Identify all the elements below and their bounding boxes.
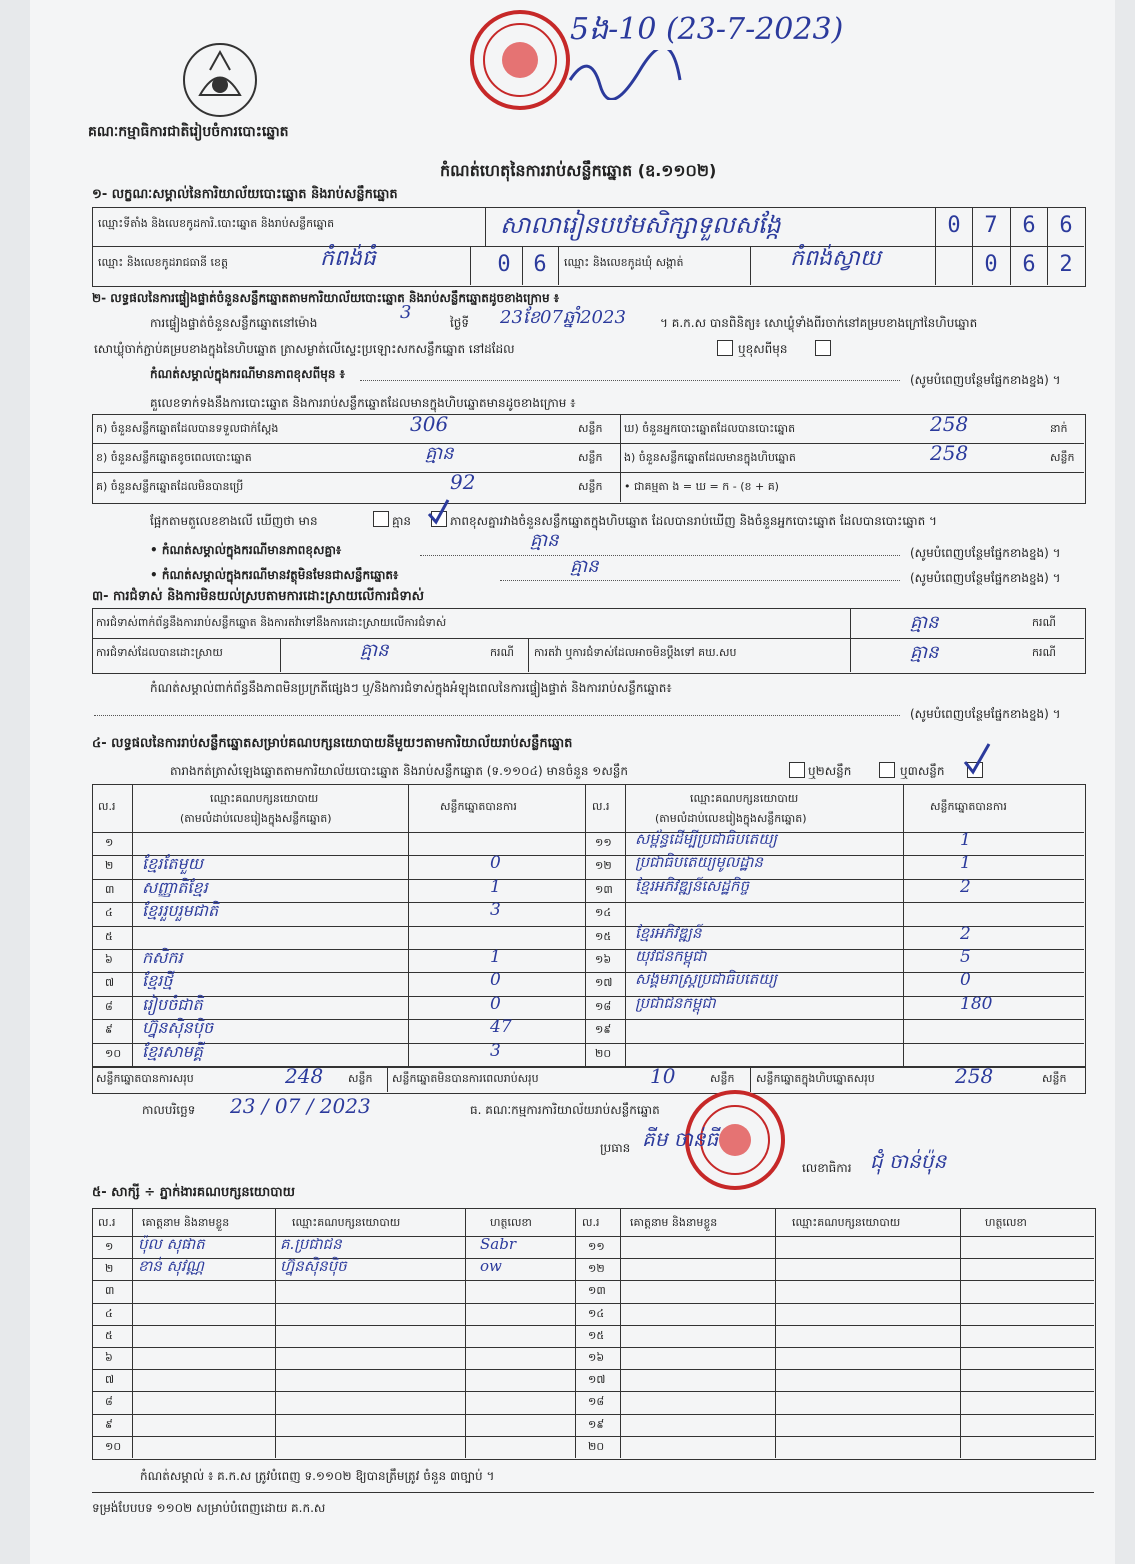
signing-date: 23 / 07 / 2023 bbox=[230, 1094, 371, 1118]
received-ballots-value: 306 bbox=[410, 412, 449, 436]
vote-count: 1 bbox=[960, 853, 971, 874]
col-party-header: ឈ្មោះគណបក្សនយោបាយ bbox=[690, 792, 799, 805]
row-number: ១០ bbox=[105, 1046, 122, 1060]
unused-ballots-value: 92 bbox=[450, 470, 476, 494]
col-no-header: ល.រ bbox=[98, 1216, 116, 1229]
committee-label: ធ. គណៈកម្មការការិយាល័យរាប់សន្លឹកឆ្នោត bbox=[470, 1103, 660, 1117]
row-number: ១១ bbox=[595, 836, 612, 849]
row-number: ១៣ bbox=[588, 1284, 606, 1298]
vote-count: 2 bbox=[960, 923, 971, 944]
party-name: ខ្មែរអភិវឌ្ឍន៍សេដ្ឋកិច្ច bbox=[635, 876, 749, 895]
no-discrepancy-label: គ្មាន bbox=[392, 514, 412, 528]
col-party-header: ឈ្មោះគណបក្សនយោបាយ bbox=[292, 1216, 401, 1229]
form-footer: ទម្រង់បែបបទ ១១០២ សម្រាប់បំពេញដោយ គ.ក.ស bbox=[92, 1501, 326, 1515]
row-number: ៣ bbox=[105, 882, 115, 896]
location-value: សាលារៀនបឋមសិក្សាទួលសង្កែ bbox=[500, 211, 781, 239]
secretary-label: លេខាធិការ bbox=[802, 1161, 852, 1175]
location-code-digit: 6 bbox=[1022, 213, 1036, 238]
has-discrepancy-checkbox[interactable] bbox=[373, 511, 389, 527]
official-stamp-icon bbox=[470, 0, 570, 130]
province-code-digit: 6 bbox=[533, 252, 547, 277]
witness-party: គ.ប្រជាជន bbox=[280, 1235, 342, 1253]
form-title: កំណត់ហេតុនៃការរាប់សន្លឹកឆ្នោត (ឧ.១១០២) bbox=[440, 161, 717, 180]
party-name: យុវជនកម្ពុជា bbox=[635, 947, 707, 965]
row-divider bbox=[92, 1325, 1094, 1326]
row-divider bbox=[92, 879, 1084, 880]
row-number: ៨ bbox=[105, 999, 113, 1013]
objections-label: ការជំទាស់ពាក់ព័ន្ធនឹងការរាប់សន្លឹកឆ្នោត និងការតវ៉ាទៅនឹងការដោះស្រាយលើការជំទាស់ bbox=[96, 616, 447, 629]
witness-signature: ow bbox=[480, 1257, 502, 1276]
party-name: ខ្មែរសាមគ្គី bbox=[142, 1041, 203, 1061]
row-divider bbox=[92, 1436, 1094, 1437]
verify-hour: 3 bbox=[400, 302, 412, 323]
one-sheet-checkbox[interactable] bbox=[789, 762, 805, 778]
voters-label: ឃ) ចំនួនអ្នកបោះឆ្នោតដែលបានបោះឆ្នោត bbox=[624, 422, 796, 435]
received-ballots-label: ក) ចំនួនសន្លឹកឆ្នោតដែលបានទទួលជាក់ស្តែង bbox=[96, 422, 279, 435]
date-label: កាលបរិច្ឆេទ bbox=[142, 1103, 196, 1117]
vote-count: 1 bbox=[490, 876, 501, 897]
witness-signature: Sabr bbox=[480, 1235, 516, 1253]
row-divider bbox=[92, 949, 1084, 950]
province-label: ឈ្មោះ និងលេខកូដរាជធានី ខេត្ត bbox=[98, 256, 228, 269]
nec-emblem-icon bbox=[180, 40, 260, 120]
unit: សន្លឹក bbox=[578, 480, 603, 493]
fill-hint: (សូមបំពេញបន្ថែមផ្នែកខាងខ្នង) ។ bbox=[910, 707, 1061, 721]
changed-checkbox[interactable] bbox=[815, 340, 831, 356]
row-number: ១៧ bbox=[588, 1373, 606, 1387]
commune-code-digit: 2 bbox=[1059, 252, 1073, 277]
figures-intro: គួលេខទាក់ទងនឹងការបោះឆ្នោត និងការរាប់សន្លឹកឆ្នោតដែលមានក្នុងហិបឆ្នោតមានដូចខាងក្រោម ៖ bbox=[150, 396, 576, 410]
unit: សន្លឹក bbox=[348, 1072, 373, 1085]
col-sign-header: ហត្ថលេខា bbox=[490, 1216, 532, 1229]
verify-day-label: ថ្ងៃទី bbox=[450, 316, 470, 330]
vote-count: 1 bbox=[960, 830, 971, 850]
vote-count: 3 bbox=[490, 1040, 501, 1061]
row-number: ២ bbox=[105, 1262, 114, 1276]
total-box-label: សន្លឹកឆ្នោតក្នុងហិបឆ្នោតសរុប bbox=[756, 1072, 875, 1085]
total-valid-label: សន្លឹកឆ្នោតបានការសរុប bbox=[96, 1072, 194, 1085]
chair-name: គីម ចាន់ធី bbox=[642, 1127, 719, 1151]
row-divider bbox=[92, 1303, 1094, 1304]
row-number: ១ bbox=[105, 836, 114, 849]
location-code-digit: 0 bbox=[947, 213, 961, 238]
commune-value: កំពង់ស្វាយ bbox=[790, 246, 881, 271]
row-number: ៥ bbox=[105, 929, 113, 943]
fill-hint: (សូមបំពេញបន្ថែមផ្នែកខាងខ្នង) ។ bbox=[910, 571, 1061, 585]
row-number: ៤ bbox=[105, 1306, 113, 1320]
party-name: ខ្មែរថ្មី bbox=[142, 971, 173, 991]
row-number: ១៨ bbox=[595, 999, 612, 1013]
row-number: ១ bbox=[105, 1240, 114, 1253]
party-name: រៀបចំជាតិ bbox=[142, 994, 203, 1014]
total-valid-value: 248 bbox=[285, 1064, 324, 1088]
ballots-in-box-label: ង) ចំនួនសន្លឹកឆ្នោតដែលមានក្នុងហិបឆ្នោត bbox=[624, 451, 796, 464]
discrepancy-text: ភាពខុសគ្នារវាងចំនួនសន្លឹកឆ្នោតក្នុងហិបឆ្នោត ដែលបានរាប់ឃើញ និងចំនួនអ្នកបោះឆ្នោត ដែលបានបោះឆ្នោត ។ bbox=[450, 514, 937, 528]
same-checkbox[interactable] bbox=[717, 340, 733, 356]
commune-code-digit: 0 bbox=[984, 252, 998, 277]
row-divider bbox=[92, 996, 1084, 997]
row-number: ៨ bbox=[105, 1395, 113, 1409]
tally-sheets-label: តារាងកត់ត្រាសំឡេងឆ្នោតតាមការិយាល័យបោះឆ្នោត និងរាប់សន្លឹកឆ្នោត (ទ.១១០៤) មានចំនួន ១សន្លឹក bbox=[170, 764, 628, 778]
row-number: ៩ bbox=[105, 1417, 113, 1431]
row-number: ២០ bbox=[588, 1439, 605, 1453]
unit: ករណី bbox=[1032, 616, 1056, 629]
formula-note: • ជាគម្មតា ង = ឃ = ក - (ខ + គ) bbox=[624, 480, 779, 493]
vote-count: 47 bbox=[490, 1017, 512, 1038]
row-number: ៦ bbox=[105, 1351, 113, 1364]
row-number: ១៦ bbox=[588, 1351, 605, 1364]
unused-ballots-label: គ) ចំនួនសន្លឹកឆ្នោតដែលមិនបានប្រើ bbox=[96, 480, 244, 493]
row-divider bbox=[92, 1369, 1094, 1370]
unit: សន្លឹក bbox=[578, 451, 603, 464]
non-ballot-note-label: • កំណត់សម្គាល់ក្នុងករណីមានវត្ថុមិនមែនជាសន្លឹកឆ្នោត៖ bbox=[150, 568, 399, 582]
voters-value: 258 bbox=[930, 412, 969, 436]
province-code-digit: 0 bbox=[497, 252, 511, 277]
section2-heading: ២- លទ្ធផលនៃការផ្ទៀងផ្ទាត់ចំនួនសន្លឹកឆ្នោតតាមការិយាល័យបោះឆ្នោត និងរាប់សន្លឹកឆ្នោតដូចខាងក្រោម ៖ bbox=[92, 291, 560, 305]
row-number: ១៣ bbox=[595, 882, 613, 896]
objections-value: គ្មាន bbox=[910, 612, 939, 633]
unit: នាក់ bbox=[1050, 422, 1068, 435]
discrepancy-note-label: • កំណត់សម្គាល់ក្នុងករណីមានភាពខុសគ្នា៖ bbox=[150, 543, 342, 557]
row-number: ១៨ bbox=[588, 1395, 605, 1409]
location-code-digit: 6 bbox=[1059, 213, 1073, 238]
row-number: ៥ bbox=[105, 1328, 113, 1342]
three-sheets-label: ឬ៣សន្លឹក bbox=[900, 764, 945, 778]
col-party-subheader: (តាមលំដាប់លេខរៀងក្នុងសន្លឹកឆ្នោត) bbox=[655, 812, 807, 825]
party-name: សង្គមរាស្ត្រប្រជាធិបតេយ្យ bbox=[635, 970, 777, 989]
col-party-header: ឈ្មោះគណបក្សនយោបាយ bbox=[792, 1216, 901, 1229]
vote-count: 0 bbox=[490, 970, 501, 991]
row-number: ៧ bbox=[105, 1373, 115, 1387]
spoiled-ballots-label: ខ) ចំនួនសន្លឹកឆ្នោតខូចពេលបោះឆ្នោត bbox=[96, 451, 252, 464]
handwritten-reference: 5ង-10 (23-7-2023) bbox=[570, 12, 844, 47]
difference-note-label: កំណត់សម្គាល់ក្នុងករណីមានភាពខុសពីមុន ៖ bbox=[150, 367, 345, 381]
row-number: ៤ bbox=[105, 906, 113, 920]
row-number: ២០ bbox=[595, 1046, 612, 1060]
non-ballot-note-value: គ្មាន bbox=[570, 556, 599, 577]
row-number: ៦ bbox=[105, 953, 113, 966]
col-party-subheader: (តាមលំដាប់លេខរៀងក្នុងសន្លឹកឆ្នោត) bbox=[180, 812, 332, 825]
party-name: ខ្មែររួបរួមជាតិ bbox=[142, 901, 219, 921]
party-name: ហ្វ៊ុនស៊ិនប៉ិច bbox=[142, 1018, 214, 1038]
footnote: កំណត់សម្គាល់ ៖ គ.ក.ស ត្រូវបំពេញ ទ.១១០២ ឱ្យបានត្រឹមត្រូវ ចំនួន ៣ច្បាប់ ។ bbox=[140, 1469, 495, 1483]
row-divider bbox=[92, 1391, 1094, 1392]
verify-date: 23ខែ07ឆ្នាំ2023 bbox=[500, 307, 626, 328]
spoiled-ballots-value: គ្មាន bbox=[425, 443, 454, 464]
col-no-header: ល.រ bbox=[582, 1216, 600, 1229]
row-number: ១២ bbox=[595, 859, 612, 873]
row-number: ២ bbox=[105, 859, 114, 873]
verify-text-2: សោឃ្លុំចាក់ភ្ជាប់គម្របខាងក្នុងនៃហិបឆ្នោត ត្រាសម្ងាត់លើស្ទេះប្រឡោះសកសន្លឹកឆ្នោត នៅដដែល bbox=[94, 342, 515, 356]
party-name: សញ្ញាតិខ្មែរ bbox=[142, 877, 208, 897]
row-divider bbox=[92, 1347, 1094, 1348]
verify-time-label: ការផ្ទៀងផ្ទាត់ចំនួនសន្លឹកឆ្នោតនៅម៉ោង bbox=[150, 316, 318, 330]
resolved-value: គ្មាន bbox=[360, 640, 389, 661]
appeal-label: ការតវ៉ា ឬការជំទាស់ដែលអាចមិនប្ដឹងទៅ គឃ.សប bbox=[534, 646, 737, 659]
changed-label: ឬខុសពីមុន bbox=[738, 342, 788, 356]
commune-code-digit: 6 bbox=[1022, 252, 1036, 277]
witness-name: ខាន់ សុវណ្ណ bbox=[138, 1257, 204, 1276]
location-code-digit: 7 bbox=[984, 213, 998, 238]
row-number: ១៥ bbox=[595, 929, 612, 943]
row-number: ៧ bbox=[105, 976, 115, 990]
unit: សន្លឹក bbox=[1050, 451, 1075, 464]
unit: សន្លឹក bbox=[1042, 1072, 1067, 1085]
verify-text: ។ គ.ក.ស បានពិនិត្យ៖ សោឃ្លុំទាំងពីរចាក់នៅគម្របខាងក្រៅនៃហិបឆ្នោត bbox=[660, 316, 978, 330]
col-votes-header: សន្លឹកឆ្នោតបានការ bbox=[930, 800, 1007, 813]
irregularities-note: កំណត់សម្គាល់ពាក់ព័ន្ធនឹងភាពមិនប្រក្រតីផ្សេងៗ ឬ/និងការជំទាស់ក្នុងអំឡុងពេលនៃការផ្ទៀងផ្ទាត់ និងការរាប់សន្លឹកឆ្នោត៖ bbox=[150, 681, 672, 695]
form-paper bbox=[30, 0, 1115, 1564]
vote-count: 0 bbox=[960, 970, 971, 991]
checkmark-icon bbox=[962, 742, 992, 776]
col-votes-header: សន្លឹកឆ្នោតបានការ bbox=[440, 800, 517, 813]
signature-top-icon bbox=[560, 50, 690, 100]
row-divider bbox=[92, 1043, 1084, 1044]
unit: សន្លឹក bbox=[710, 1072, 735, 1085]
total-invalid-value: 10 bbox=[650, 1064, 676, 1088]
row-divider bbox=[92, 1280, 1094, 1281]
row-number: ១២ bbox=[588, 1262, 605, 1276]
section4-heading: ៤- លទ្ធផលនៃការរាប់សន្លឹកឆ្នោតសម្រាប់គណបក្សនយោបាយនីមួយៗតាមការិយាល័យរាប់សន្លឹកឆ្នោត bbox=[92, 736, 573, 751]
party-name: ប្រជាធិបតេយ្យមូលដ្ឋាន bbox=[635, 853, 763, 872]
party-name: ខ្មែរអភិវឌ្ឍន៍ bbox=[635, 923, 702, 942]
party-name: សម្ព័ន្ធដើម្បីប្រជាធិបតេយ្យ bbox=[635, 830, 777, 848]
fill-hint: (សូមបំពេញបន្ថែមផ្នែកខាងខ្នង) ។ bbox=[910, 373, 1061, 387]
totals-row bbox=[92, 1066, 1086, 1094]
discrepancy-label: ផ្អែកតាមតួលេខខាងលើ ឃើញថា មាន bbox=[150, 514, 318, 528]
row-number: ១១ bbox=[588, 1240, 605, 1253]
section1-heading: ១- លក្ខណៈសម្គាល់នៃការិយាល័យបោះឆ្នោត និងរាប់សន្លឹកឆ្នោត bbox=[92, 187, 398, 202]
witness-party: ហ្វ៊ុនស៊ិនប៉ិច bbox=[280, 1257, 347, 1276]
col-sign-header: ហត្ថលេខា bbox=[985, 1216, 1027, 1229]
vote-count: 180 bbox=[960, 993, 993, 1014]
witness-name: ប៉ុល សុផាត bbox=[138, 1235, 205, 1253]
section3-heading: ៣- ការជំទាស់ និងការមិនយល់ស្របតាមការដោះស្រាយលើការជំទាស់ bbox=[92, 589, 424, 604]
fill-hint: (សូមបំពេញបន្ថែមផ្នែកខាងខ្នង) ។ bbox=[910, 546, 1061, 560]
col-name-header: គោត្តនាម និងនាមខ្លួន bbox=[142, 1216, 230, 1229]
two-sheets-label: ឬ២សន្លឹក bbox=[808, 764, 852, 778]
ballots-in-box-value: 258 bbox=[930, 441, 969, 465]
row-divider bbox=[92, 926, 1084, 927]
row-number: ៩ bbox=[105, 1023, 113, 1037]
col-no-header: ល.រ bbox=[592, 800, 610, 813]
organization-name: គណៈកម្មាធិការជាតិរៀបចំការបោះឆ្នោត bbox=[88, 124, 289, 140]
secretary-name: ជុំ ចាន់ប៉ុន bbox=[870, 1149, 947, 1173]
party-name: ប្រជាជនកម្ពុជា bbox=[635, 993, 716, 1012]
row-number: ១៤ bbox=[588, 1306, 605, 1320]
vote-count: 1 bbox=[490, 947, 501, 967]
row-number: ១៧ bbox=[595, 976, 613, 990]
province-value: កំពង់ធំ bbox=[320, 246, 376, 271]
col-party-header: ឈ្មោះគណបក្សនយោបាយ bbox=[210, 792, 319, 805]
row-divider bbox=[92, 902, 1084, 903]
row-number: ១៥ bbox=[588, 1328, 605, 1342]
party-name: ខ្មែរតែមួយ bbox=[142, 854, 203, 874]
row-number: ១០ bbox=[105, 1439, 122, 1453]
unit: ករណី bbox=[1032, 646, 1056, 659]
row-number: ៣ bbox=[105, 1284, 115, 1298]
row-divider bbox=[92, 855, 1084, 856]
total-invalid-label: សន្លឹកឆ្នោតមិនបានការពេលរាប់សរុប bbox=[392, 1072, 539, 1085]
two-sheets-checkbox[interactable] bbox=[879, 762, 895, 778]
checkmark-icon bbox=[426, 498, 450, 526]
discrepancy-note-value: គ្មាន bbox=[530, 530, 559, 551]
unit: ករណី bbox=[490, 646, 514, 659]
row-divider bbox=[92, 1258, 1094, 1259]
row-number: ១៩ bbox=[595, 1023, 612, 1037]
resolved-label: ការជំទាស់ដែលបានដោះស្រាយ bbox=[96, 646, 223, 659]
appeal-value: គ្មាន bbox=[910, 642, 939, 663]
row-number: ១៦ bbox=[595, 953, 612, 966]
row-divider bbox=[92, 1019, 1084, 1020]
vote-count: 5 bbox=[960, 947, 971, 967]
location-label: ឈ្មោះទីតាំង និងលេខកូដការិ.បោះឆ្នោត និងរាប់សន្លឹកឆ្នោត bbox=[98, 217, 335, 230]
row-number: ១៩ bbox=[588, 1417, 605, 1431]
chair-label: ប្រធាន bbox=[600, 1141, 631, 1155]
vote-count: 3 bbox=[490, 900, 501, 921]
vote-count: 0 bbox=[490, 993, 501, 1014]
row-divider bbox=[92, 1414, 1094, 1415]
vote-count: 0 bbox=[490, 853, 501, 874]
row-divider bbox=[92, 972, 1084, 973]
commune-label: ឈ្មោះ និងលេខកូដឃុំ សង្កាត់ bbox=[564, 256, 684, 269]
party-name: កសិករ bbox=[142, 948, 183, 967]
col-no-header: ល.រ bbox=[98, 800, 116, 813]
col-name-header: គោត្តនាម និងនាមខ្លួន bbox=[630, 1216, 718, 1229]
section5-heading: ៥- សាក្សី ÷ ភ្នាក់ងារគណបក្សនយោបាយ bbox=[92, 1185, 295, 1200]
unit: សន្លឹក bbox=[578, 422, 603, 435]
row-number: ១៤ bbox=[595, 906, 612, 920]
vote-count: 2 bbox=[960, 876, 971, 897]
total-box-value: 258 bbox=[955, 1064, 994, 1088]
